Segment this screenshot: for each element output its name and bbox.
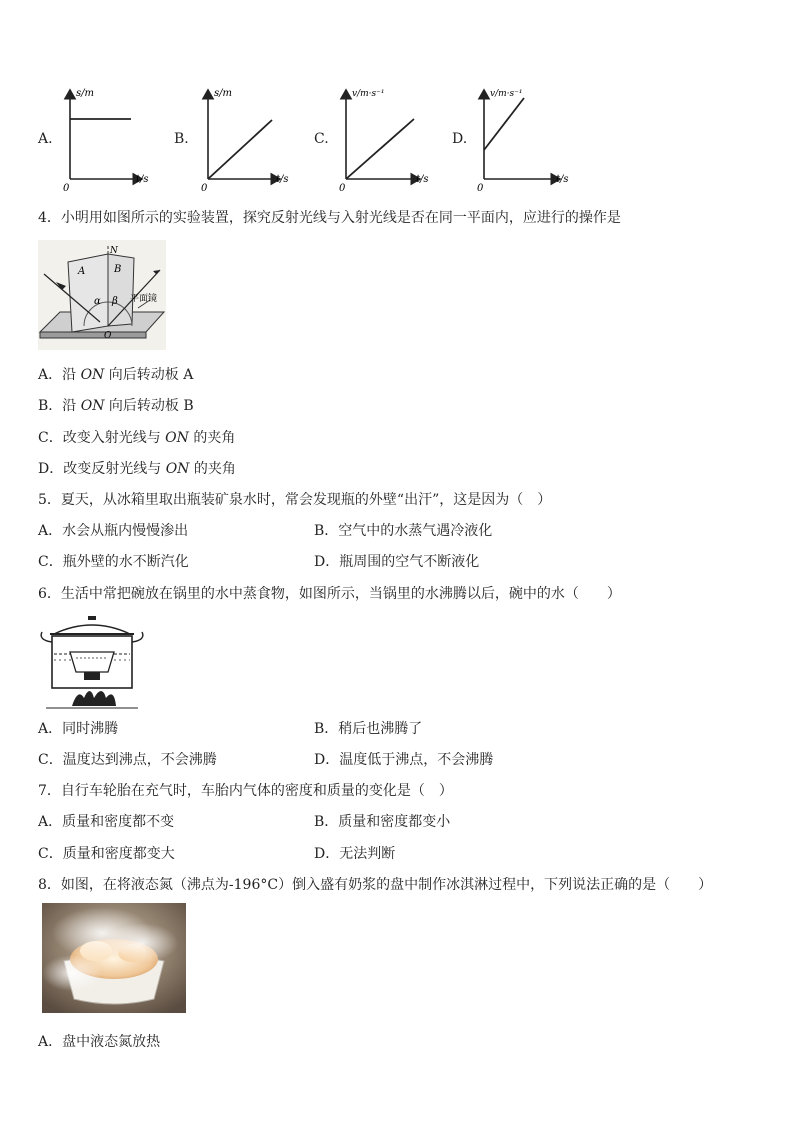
- liquid-nitrogen-ice-cream-photo: [42, 903, 186, 1013]
- figure-label-alpha: α: [94, 296, 101, 307]
- graph-a-letter: A.: [38, 131, 53, 147]
- question-6-option-b: B．稍后也沸腾了: [314, 721, 423, 737]
- graph-d-xlabel: t/s: [556, 174, 569, 185]
- figure-label-o: O: [104, 331, 112, 341]
- question-4-stem: 4．小明用如图所示的实验装置，探究反射光线与入射光线是否在同一平面内，应进行的操作是: [38, 210, 621, 226]
- question-5-option-b: B．空气中的水蒸气遇冷液化: [314, 523, 493, 539]
- graph-c-origin: 0: [339, 183, 346, 194]
- question-7-option-a: A．质量和密度都不变: [38, 814, 175, 830]
- graph-d-origin: 0: [477, 183, 484, 194]
- figure-label-beta: β: [112, 296, 118, 307]
- graph-d-ylabel: v/m·s⁻¹: [490, 89, 523, 99]
- graph-d-vt-offset: [472, 82, 576, 194]
- figure-label-n: N: [110, 246, 118, 256]
- graph-a-xlabel: t/s: [136, 174, 149, 185]
- question-7-stem: 7．自行车轮胎在充气时，车胎内气体的密度和质量的变化是（ ）: [38, 783, 453, 799]
- graph-b-st-proportional: [196, 82, 296, 194]
- question-4-option-c: C．改变入射光线与 ON 的夹角: [38, 430, 236, 446]
- graph-b-ylabel: s/m: [214, 88, 232, 99]
- question-4-option-d: D．改变反射光线与 ON 的夹角: [38, 461, 236, 477]
- question-8-option-a: A．盘中液态氮放热: [38, 1034, 161, 1050]
- question-7-option-c: C．质量和密度都变大: [38, 846, 175, 862]
- graph-c-letter: C.: [314, 131, 329, 147]
- graph-a-ylabel: s/m: [76, 88, 94, 99]
- question-5-option-c: C．瓶外壁的水不断汽化: [38, 554, 189, 570]
- question-5-option-d: D．瓶周围的空气不断液化: [314, 554, 480, 570]
- steaming-pot-figure: [36, 614, 148, 710]
- question-5-option-a: A．水会从瓶内慢慢渗出: [38, 523, 189, 539]
- question-6-option-d: D．温度低于沸点，不会沸腾: [314, 752, 494, 768]
- graph-b-letter: B.: [174, 131, 189, 147]
- graph-b-origin: 0: [201, 183, 208, 194]
- question-6-option-a: A．同时沸腾: [38, 721, 119, 737]
- figure-label-b: B: [114, 264, 122, 275]
- figure-label-a: A: [78, 266, 86, 277]
- graph-c-xlabel: t/s: [416, 174, 429, 185]
- question-4-option-b: B．沿 ON 向后转动板 B: [38, 398, 194, 414]
- question-7-option-d: D．无法判断: [314, 846, 396, 862]
- graph-a-st-horizontal: [58, 82, 158, 194]
- graph-c-ylabel: v/m·s⁻¹: [352, 89, 385, 99]
- graph-d-letter: D.: [452, 131, 468, 147]
- question-8-stem: 8．如图，在将液态氮（沸点为-196°C）倒入盛有奶浆的盘中制作冰淇淋过程中，下列说法正确的是（ ）: [38, 877, 713, 893]
- graph-c-vt-proportional: [334, 82, 438, 194]
- question-6-option-c: C．温度达到沸点，不会沸腾: [38, 752, 217, 768]
- figure-label-mirror: 平面镜: [130, 294, 158, 304]
- question-7-option-b: B．质量和密度都变小: [314, 814, 451, 830]
- question-5-stem: 5．夏天，从冰箱里取出瓶装矿泉水时，常会发现瓶的外壁“出汗”，这是因为（ ）: [38, 492, 552, 508]
- reflection-apparatus-figure: [38, 240, 166, 350]
- graph-b-xlabel: t/s: [276, 174, 289, 185]
- graph-a-origin: 0: [63, 183, 70, 194]
- question-4-option-a: A．沿 ON 向后转动板 A: [38, 367, 194, 383]
- question-6-stem: 6．生活中常把碗放在锅里的水中蒸食物，如图所示，当锅里的水沸腾以后，碗中的水（ ）: [38, 586, 621, 602]
